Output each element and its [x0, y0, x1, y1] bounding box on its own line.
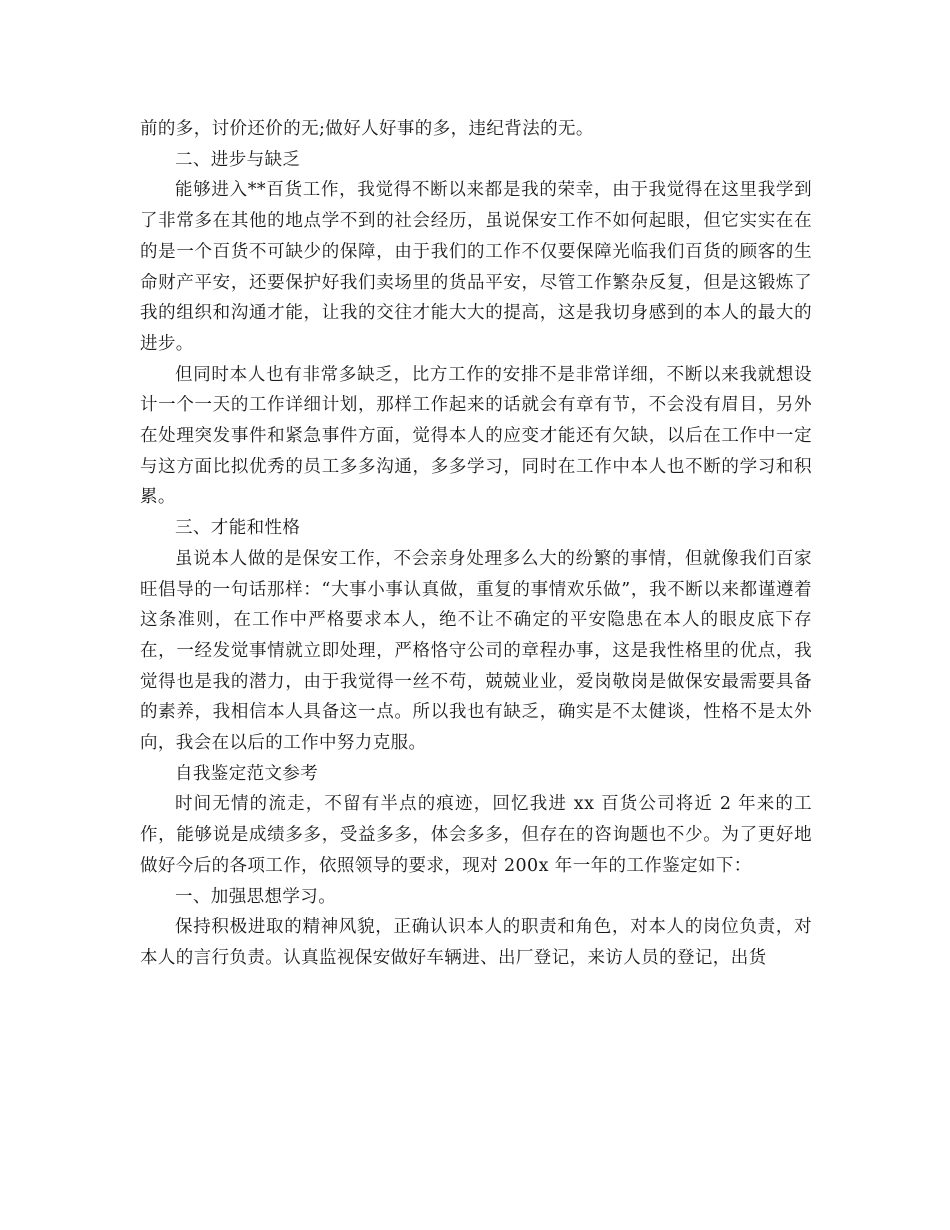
section-heading-sample: 自我鉴定范文参考 — [175, 763, 319, 784]
document-body — [140, 114, 812, 974]
section-heading-progress: 二、进步与缺乏 — [175, 149, 301, 170]
paragraph-shortcomings: 但同时本人也有非常多缺乏，比方工作的安排不是非常详细，不断以来我就想设计一个一天的工作详细计划，那样工作起来的话就会有章有节，不会没有眉目，另外在处理突发事件和紧急事件方面，觉得本人的应变才能还有欠缺，以后在工作中一定与这方面比拟优秀的员工多多沟通，多多学习，同时在工作中本人也不断的学习和积累。 — [140, 364, 812, 508]
paragraph-continuation: 前的多，讨价还价的无;做好人好事的多，违纪背法的无。 — [140, 119, 594, 139]
paragraph-sample-intro: 时间无情的流走，不留有半点的痕迹，回忆我进 xx 百货公司将近 2 年来的工作，能够说是成绩多多，受益多多，体会多多，但存在的咨询题也不少。为了更好地做好今后的各项工作，依照领导的要求，现对 200x 年一年的工作鉴定如下： — [140, 794, 812, 876]
paragraph-study: 保持积极进取的精神风貌，正确认识本人的职责和角色，对本人的岗位负责，对本人的言行负责。认真监视保安做好车辆进、出厂登记，来访人员的登记，出货 — [140, 917, 812, 968]
paragraph-ability: 虽说本人做的是保安工作，不会亲身处理多么大的纷繁的事情，但就像我们百家旺倡导的一句话那样：“大事小事认真做，重复的事情欢乐做”，我不断以来都谨遵着这条准则，在工作中严格要求本人，绝不让不确定的平安隐患在本人的眼皮底下存在，一经发觉事情就立即处理，严格恪守公司的章程办事，这是我性格里的优点，我觉得也是我的潜力，由于我觉得一丝不苟，兢兢业业，爱岗敬岗是做保安最需要具备的素养，我相信本人具备这一点。所以我也有缺乏，确实是不太健谈，性格不是太外向，我会在以后的工作中努力克服。 — [140, 548, 812, 754]
paragraph-progress: 能够进入**百货工作，我觉得不断以来都是我的荣幸，由于我觉得在这里我学到了非常多在其他的地点学不到的社会经历，虽说保安工作不如何起眼，但它实实在在的是一个百货不可缺少的保障，由于我们的工作不仅要保障光临我们百货的顾客的生命财产平安，还要保护好我们卖场里的货品平安，尽管工作繁杂反复，但是这锻炼了我的组织和沟通才能，让我的交往才能大大的提高，这是我切身感到的本人的最大的进步。 — [140, 180, 812, 354]
section-heading-ability: 三、才能和性格 — [175, 518, 301, 539]
section-heading-study: 一、加强思想学习。 — [175, 886, 337, 907]
